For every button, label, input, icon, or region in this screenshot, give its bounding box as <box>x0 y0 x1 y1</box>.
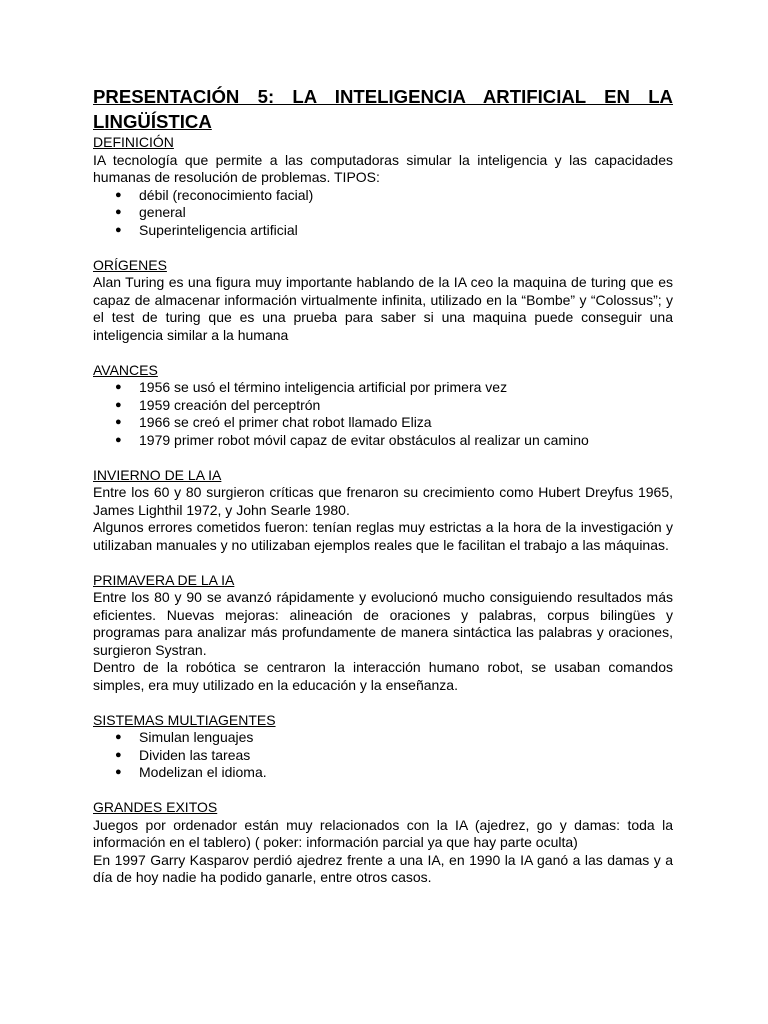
section-invierno <box>93 467 673 555</box>
title-line-1: PRESENTACIÓN 5: LA INTELIGENCIA ARTIFICIAL EN LA <box>93 86 673 107</box>
bullet-icon: ● <box>115 748 122 761</box>
section-heading: ORÍGENES <box>93 256 167 273</box>
section-heading: INVIERNO DE LA IA <box>93 466 222 483</box>
title-line-2: LINGÜÍSTICA <box>93 111 212 132</box>
bullet-icon: ● <box>115 433 122 446</box>
bullet-list <box>93 729 673 782</box>
list-item: ● general <box>115 204 186 220</box>
section-primavera <box>93 572 673 695</box>
bullet-icon: ● <box>115 766 122 778</box>
section-paragraph: En 1997 Garry Kasparov perdió ajedrez frente a una IA, en 1990 la IA ganó a las damas y a día de hoy nadie ha podido ganarle, entre otros casos. <box>93 851 673 885</box>
bullet-list <box>93 379 673 449</box>
list-item: ● 1966 se creó el primer chat robot llamado Eliza <box>115 414 432 430</box>
spacer <box>93 554 673 572</box>
list-item: ● 1959 creación del perceptrón <box>115 396 321 413</box>
section-heading: AVANCES <box>93 361 158 378</box>
section-heading: DEFINICIÓN <box>93 134 174 150</box>
section-heading: GRANDES EXITOS <box>93 799 218 815</box>
spacer <box>93 344 673 362</box>
spacer <box>93 782 673 800</box>
list-item: ● 1979 primer robot móvil capaz de evitar obstáculos al realizar un camino <box>115 431 589 448</box>
bullet-icon: ● <box>115 381 122 393</box>
section-avances <box>93 362 673 450</box>
list-item: ● 1956 se usó el término inteligencia artificial por primera vez <box>115 379 508 395</box>
section-grandes-exitos <box>93 799 673 887</box>
spacer <box>93 694 673 712</box>
spacer <box>93 239 673 257</box>
list-item: ● Modelizan el idioma. <box>115 764 267 780</box>
section-heading: SISTEMAS MULTIAGENTES <box>93 711 276 728</box>
bullet-icon: ● <box>115 188 122 201</box>
bullet-icon: ● <box>115 731 122 743</box>
spacer <box>93 449 673 467</box>
page-title <box>93 84 673 134</box>
section-paragraph: IA tecnología que permite a las computadoras simular la inteligencia y las capacidades humanas de resolución de problemas. TIPOS: <box>93 151 673 185</box>
bullet-icon: ● <box>115 223 122 236</box>
list-item: ● Dividen las tareas <box>115 746 251 763</box>
section-paragraph: Juegos por ordenador están muy relacionados con la IA (ajedrez, go y damas: toda la información en el tablero) ( poker: información parcial ya que hay parte oculta) <box>93 816 673 850</box>
bullet-list <box>93 187 673 240</box>
section-definicion <box>93 134 673 239</box>
bullet-icon: ● <box>115 416 122 428</box>
section-origenes <box>93 257 673 345</box>
list-item: ● Superinteligencia artificial <box>115 221 298 238</box>
bullet-icon: ● <box>115 206 122 218</box>
section-paragraph: Entre los 60 y 80 surgieron críticas que frenaron su crecimiento como Hubert Dreyfus 1965, James Lighthil 1972, y John Searle 1980. <box>93 484 673 518</box>
list-item: ● débil (reconocimiento facial) <box>115 186 314 203</box>
section-paragraph: Alan Turing es una figura muy importante hablando de la IA ceo la maquina de turing que es capaz de almacenar información virtualmente infinita, utilizado en la “Bombe” y “Colossus”; y el test de turing que es una prueba para saber si una maquina puede conseguir una inteligencia similar a la humana <box>93 274 673 343</box>
section-multiagentes <box>93 712 673 782</box>
section-paragraph: Algunos errores cometidos fueron: tenían reglas muy estrictas a la hora de la investigación y utilizaban manuales y no utilizaban ejemplos reales que le facilitan el trabajo a las máquinas. <box>93 519 673 553</box>
section-heading: PRIMAVERA DE LA IA <box>93 571 235 588</box>
bullet-icon: ● <box>115 398 122 411</box>
section-paragraph: Entre los 80 y 90 se avanzó rápidamente y evolucionó mucho consiguiendo resultados más eficientes. Nuevas mejoras: alineación de oraciones y palabras, corpus bilingües y programas para analizar más profundamente de manera sintáctica las palabras y oraciones, surgieron Systran. <box>93 589 673 658</box>
document-page <box>93 84 673 887</box>
list-item: ● Simulan lenguajes <box>115 729 254 745</box>
section-paragraph: Dentro de la robótica se centraron la interacción humano robot, se usaban comandos simples, era muy utilizado en la educación y la enseñanza. <box>93 659 673 693</box>
